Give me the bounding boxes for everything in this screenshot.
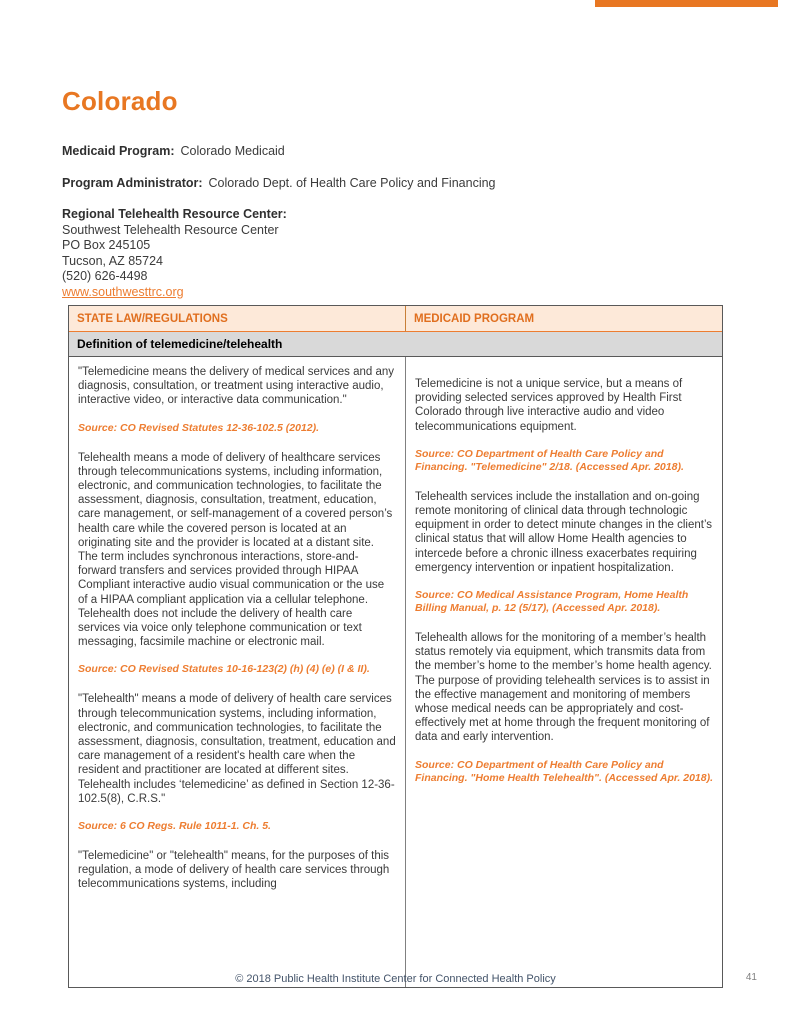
source-citation: Source: CO Medical Assistance Program, Home Health Billing Manual, p. 12 (5/17), (Accessed Apr. 2018). bbox=[415, 589, 689, 615]
source-citation: Source: CO Department of Health Care Policy and Financing. "Home Health Telehealth". (Accessed Apr. 2018). bbox=[415, 758, 714, 784]
page-title: Colorado bbox=[62, 86, 178, 116]
table-header-row bbox=[69, 306, 722, 332]
top-accent-bar bbox=[595, 0, 778, 7]
source-citation: Source: 6 CO Regs. Rule 1011-1. Ch. 5. bbox=[78, 820, 271, 833]
medicaid-program-line bbox=[62, 143, 722, 159]
program-administrator-label: Program Administrator: bbox=[62, 176, 203, 190]
resource-center-po-box: PO Box 245105 bbox=[62, 238, 151, 252]
source-citation: Source: CO Revised Statutes 10-16-123(2) (h) (4) (e) (I & II). bbox=[78, 663, 370, 676]
body-paragraph: "Telemedicine" or "telehealth" means, for the purposes of this regulation, a mode of delivery of health care services through telecommunications systems, including bbox=[78, 850, 390, 891]
medicaid-program-cell bbox=[406, 357, 722, 987]
body-paragraph: Telehealth allows for the monitoring of a member’s health status remotely via equipment, which transmits data from the member’s home to the member’s home health agency. The purpose of providing telehealth services is to assist in the effective management and monitoring of members whose medical needs can be appropriately and cost-effectively met at home through the frequent monitoring of data and early intervention. bbox=[415, 632, 712, 744]
body-paragraph: "Telehealth" means a mode of delivery of health care services through telecommunication systems, including information, electronic, and communication technologies, to facilitate the assessment, diagnosis, consultation, treatment, education and care management of a resident's health care when the resident and practitioner are located at different sites. Telehealth includes ‘telemedicine’ as defined in Section 12-36-102.5(8), C.R.S." bbox=[78, 693, 396, 805]
resource-center-city: Tucson, AZ 85724 bbox=[62, 253, 163, 268]
medicaid-program-value: Colorado Medicaid bbox=[180, 144, 285, 158]
body-paragraph: Telehealth services include the installation and on-going remote monitoring of clinical data through technologic equipment in order to detect minute changes in the client’s clinical status that will allow Home Health agencies to intercede before a chronic illness exacerbates requiring emergency intervention or inpatient hospitalization. bbox=[415, 490, 713, 574]
resource-center-link[interactable]: www.southwesttrc.org bbox=[62, 284, 184, 299]
section-header-definition: Definition of telemedicine/telehealth bbox=[69, 332, 722, 357]
column-header-state-law: STATE LAW/REGULATIONS bbox=[69, 306, 406, 332]
resource-center-phone: (520) 626-4498 bbox=[62, 269, 148, 283]
source-citation: Source: CO Department of Health Care Policy and Financing. "Telemedicine" 2/18. (Accessed Apr. 2018). bbox=[415, 447, 684, 473]
footer-copyright: © 2018 Public Health Institute Center for Connected Health Policy bbox=[235, 973, 556, 985]
resource-center-block bbox=[62, 207, 722, 300]
program-administrator-line bbox=[62, 175, 722, 191]
state-law-cell bbox=[69, 357, 406, 987]
resource-center-name: Southwest Telehealth Resource Center bbox=[62, 222, 279, 237]
policy-table bbox=[68, 305, 723, 988]
column-header-medicaid-program: MEDICAID PROGRAM bbox=[406, 306, 722, 332]
source-citation: Source: CO Revised Statutes 12-36-102.5 (2012). bbox=[78, 421, 320, 434]
page-number: 41 bbox=[745, 972, 757, 983]
body-paragraph: Telehealth means a mode of delivery of healthcare services through telecommunications systems, including information, electronic, and communication technologies, to facilitate the assessment, diagnosis, consultation, treatment, education, care management, or self-management of a covered person’s health care while the covered person is located at an originating site and the provider is located at a distant site. The term includes synchronous interactions, store-and-forward transfers and services provided through HIPAA Compliant interactive audio visual communication or the use of a HIPAA compliant application via a cellular telephone. Telehealth does not include the delivery of health care services via voice only telephone communication or text messaging, facsimile machine or electronic mail. bbox=[78, 451, 393, 649]
resource-center-label: Regional Telehealth Resource Center: bbox=[62, 207, 287, 221]
page-header bbox=[62, 86, 722, 300]
program-administrator-value: Colorado Dept. of Health Care Policy and Financing bbox=[208, 176, 496, 190]
body-paragraph: "Telemedicine means the delivery of medical services and any diagnosis, consultation, or treatment using interactive audio, interactive video, or interactive data communication." bbox=[78, 366, 395, 407]
medicaid-program-label: Medicaid Program: bbox=[62, 144, 175, 158]
table-body-row bbox=[69, 357, 722, 987]
body-paragraph: Telemedicine is not a unique service, but a means of providing selected services approved by Health First Colorado through live interactive audio and video telecommunications equipment. bbox=[415, 378, 683, 433]
